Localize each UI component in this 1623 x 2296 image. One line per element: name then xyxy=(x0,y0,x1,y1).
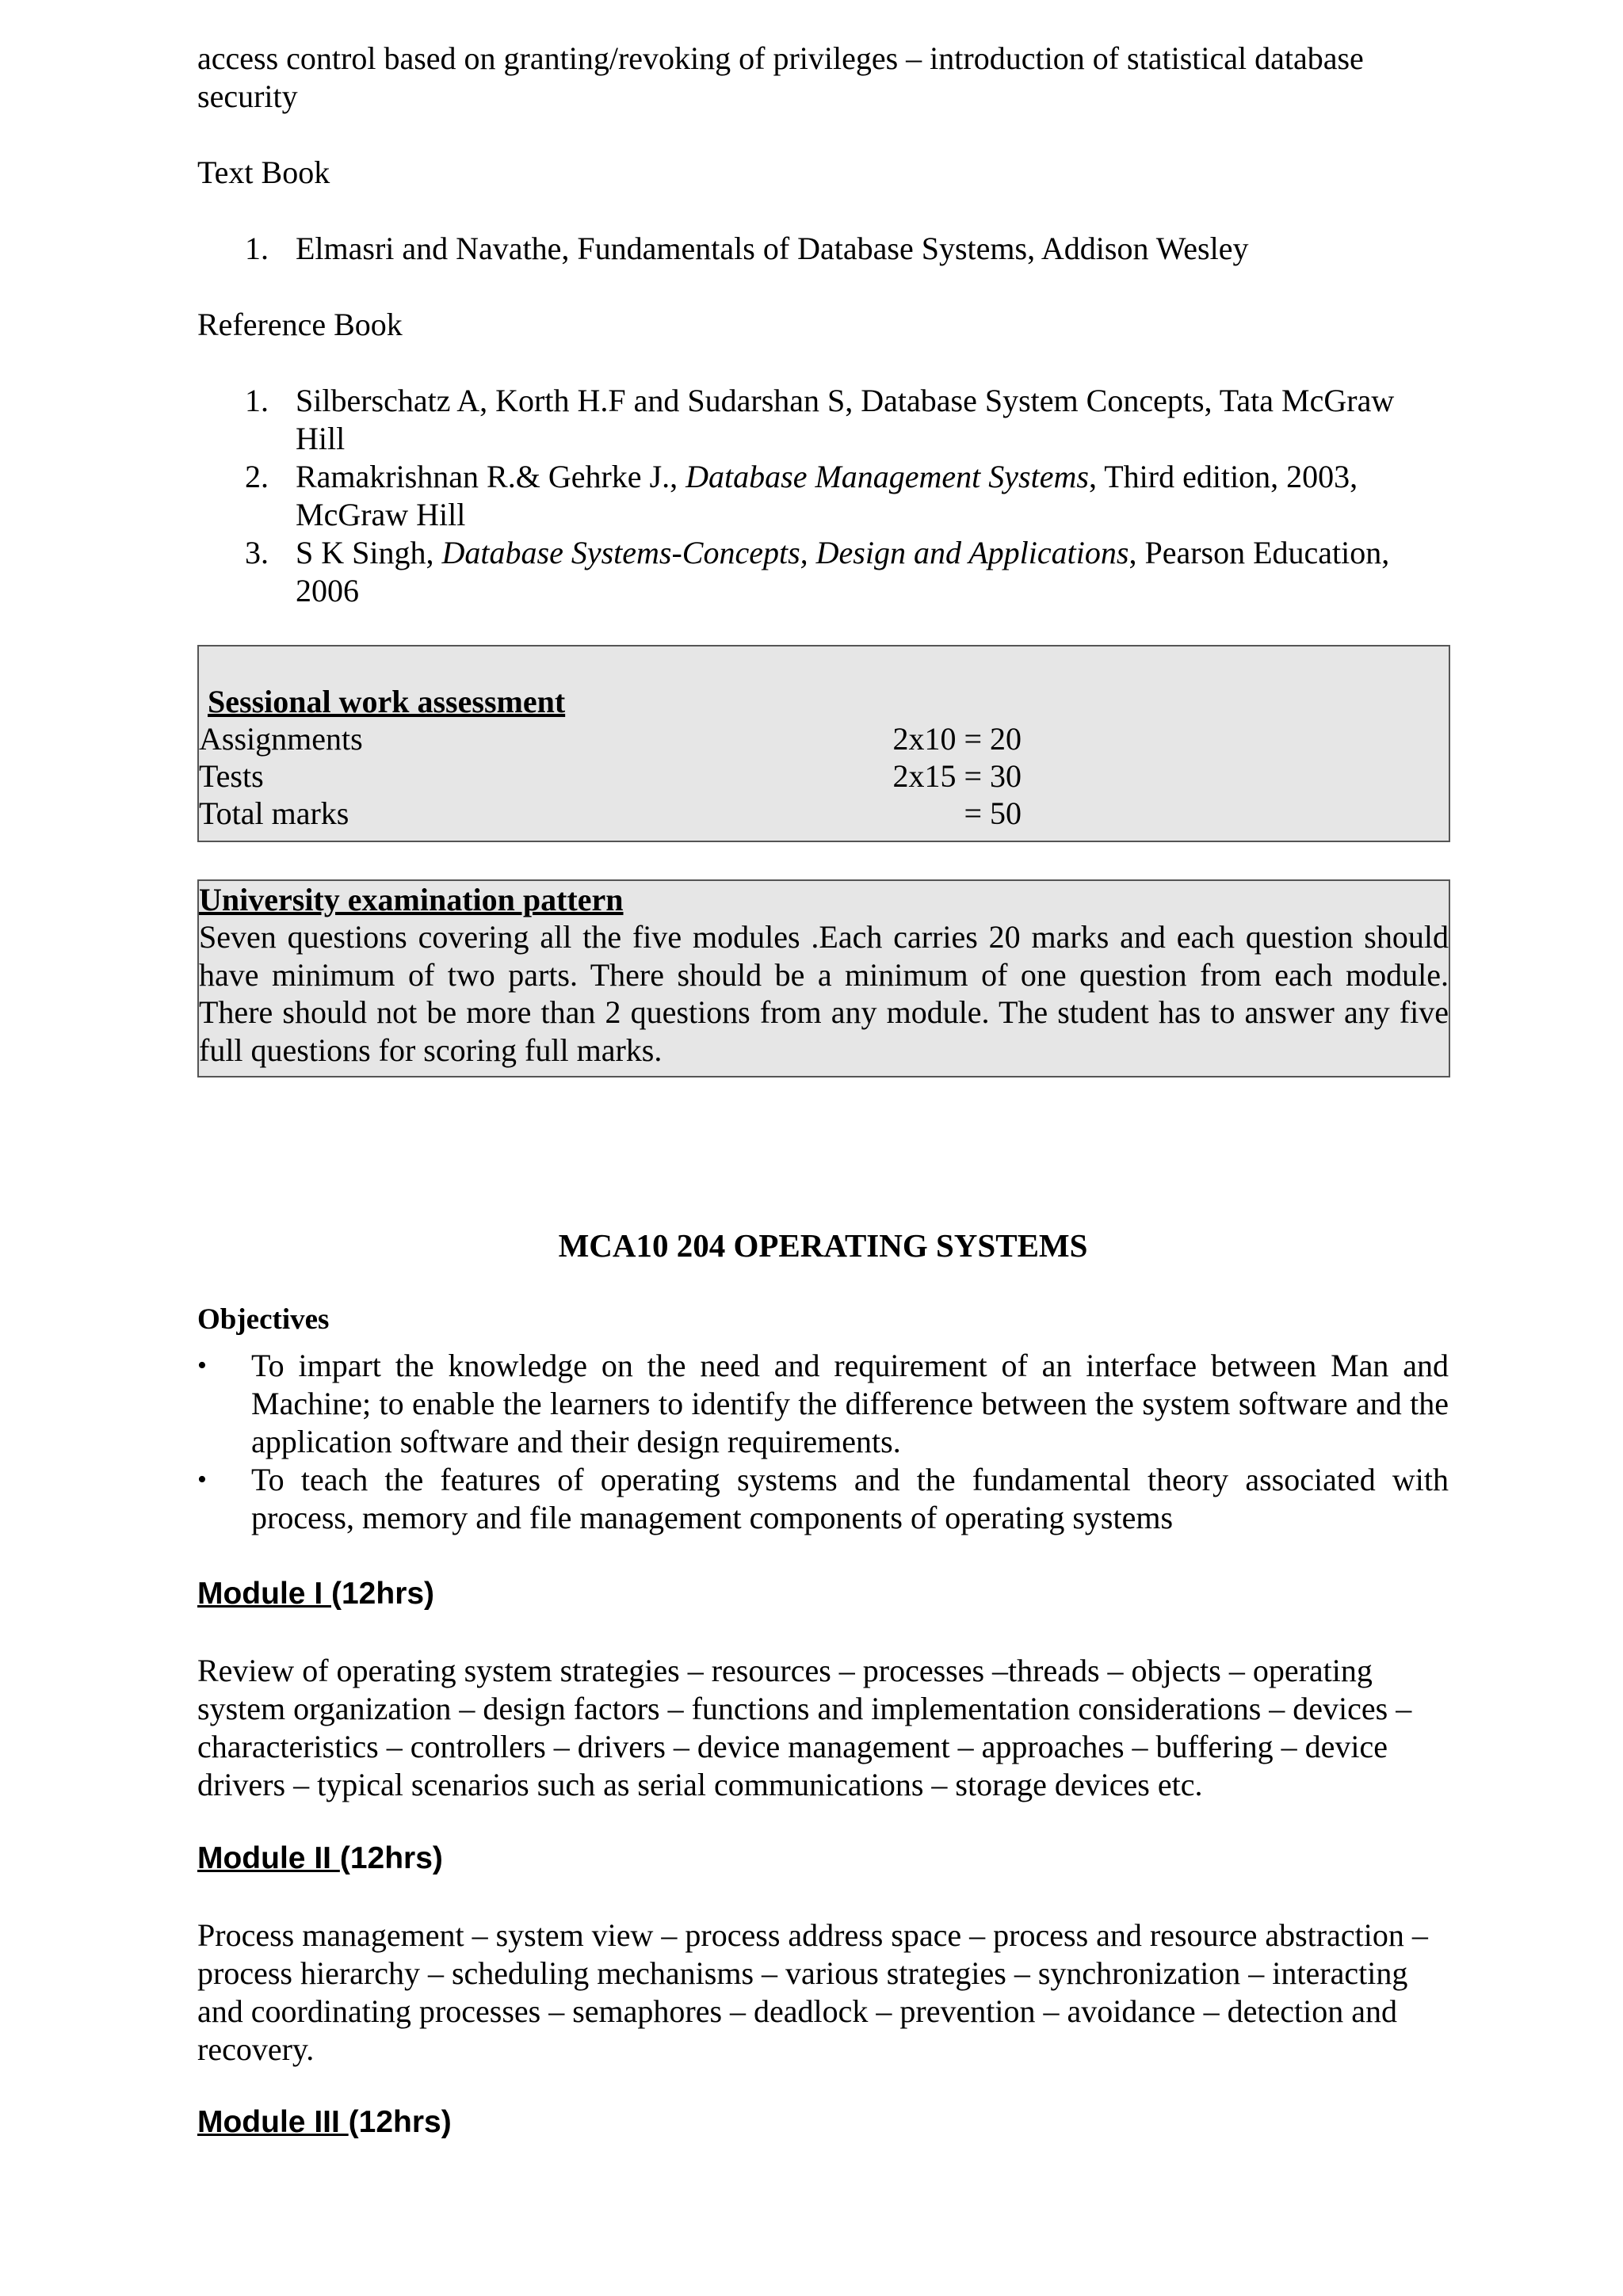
module-1-heading xyxy=(197,1575,434,1613)
bullet-icon: • xyxy=(197,1351,207,1380)
reference-text: Silberschatz A, Korth H.F and Sudarshan S, Database System Concepts, Tata McGraw Hill xyxy=(296,383,1395,456)
text-book-list xyxy=(197,230,1449,268)
assessment-row xyxy=(199,720,1449,757)
assessment-value: 2x15 = 30 xyxy=(892,758,1022,794)
text-book-item xyxy=(197,230,1449,268)
list-number: 3. xyxy=(245,535,269,570)
assessment-row xyxy=(199,795,1449,832)
exam-pattern-heading: University examination pattern xyxy=(199,882,624,917)
list-number: 2. xyxy=(245,459,269,494)
module-name: Module II xyxy=(197,1841,340,1875)
reference-book-item xyxy=(197,458,1449,534)
reference-text: S K Singh, xyxy=(296,535,442,570)
objectives-list xyxy=(197,1347,1449,1537)
assessment-label: Tests xyxy=(199,758,264,794)
reference-title: Database Systems-Concepts, Design and Applications xyxy=(441,535,1129,570)
module-2-heading xyxy=(197,1840,443,1878)
reference-book-list xyxy=(197,382,1449,610)
reference-text: , Third edition, 2003, McGraw Hill xyxy=(296,459,1358,532)
course-title: MCA10 204 OPERATING SYSTEMS xyxy=(558,1227,1088,1264)
reference-text: , Pearson Education, 2006 xyxy=(296,535,1390,608)
assessment-row xyxy=(199,757,1449,795)
reference-book-item xyxy=(197,534,1449,610)
module-hours: (12hrs) xyxy=(339,1841,443,1875)
module-name: Module I xyxy=(197,1577,331,1611)
objective-item xyxy=(197,1461,1449,1537)
reference-book-heading: Reference Book xyxy=(197,307,403,342)
assessment-value: = 50 xyxy=(964,795,1022,831)
module-name: Module III xyxy=(197,2105,349,2139)
list-number: 1. xyxy=(245,231,269,266)
module-3-heading xyxy=(197,2103,452,2142)
objective-text: To teach the features of operating systems and the fundamental theory associated with process, memory and file management components of operating systems xyxy=(251,1462,1449,1535)
intro-paragraph: access control based on granting/revoking of privileges – introduction of statistical database security xyxy=(197,40,1364,114)
module-2-body: Process management – system view – process address space – process and resource abstraction – process hierarchy – scheduling mechanisms – various strategies – synchronization – interacting and coordinating processes – semaphores – deadlock – prevention – avoidance – detection and recovery. xyxy=(197,1917,1428,2067)
sessional-heading-row xyxy=(199,683,1449,720)
module-hours: (12hrs) xyxy=(348,2105,452,2139)
exam-pattern-box xyxy=(197,879,1450,1077)
text-book-heading: Text Book xyxy=(197,154,330,190)
reference-book-item xyxy=(197,382,1449,458)
module-hours: (12hrs) xyxy=(331,1577,435,1611)
text-book-item-text: Elmasri and Navathe, Fundamentals of Database Systems, Addison Wesley xyxy=(296,231,1249,266)
sessional-assessment-box xyxy=(197,645,1450,842)
module-1-body: Review of operating system strategies – resources – processes –threads – objects – operating system organization – design factors – functions and implementation considerations – devices – characteristics – controllers – drivers – device management – approaches – buffering – device drivers – typical scenarios such as serial communications – storage devices etc. xyxy=(197,1653,1412,1802)
list-number: 1. xyxy=(245,383,269,418)
assessment-label: Total marks xyxy=(199,795,349,831)
objective-item xyxy=(197,1347,1449,1461)
reference-title: Database Management Systems xyxy=(685,459,1089,494)
objective-text: To impart the knowledge on the need and requirement of an interface between Man and Machine; to enable the learners to identify the difference between the system software and the application software and their design requirements. xyxy=(251,1348,1449,1459)
assessment-value: 2x10 = 20 xyxy=(892,721,1022,757)
bullet-icon: • xyxy=(197,1465,207,1494)
reference-text: Ramakrishnan R.& Gehrke J., xyxy=(296,459,686,494)
assessment-label: Assignments xyxy=(199,721,363,757)
exam-pattern-body: Seven questions covering all the five modules .Each carries 20 marks and each question should have minimum of two parts. There should be a minimum of one question from each module. There should not be more than 2 questions from any module. The student has to answer any five full questions for scoring full marks. xyxy=(199,919,1449,1068)
objectives-heading: Objectives xyxy=(197,1303,330,1336)
sessional-heading: Sessional work assessment xyxy=(208,684,566,719)
